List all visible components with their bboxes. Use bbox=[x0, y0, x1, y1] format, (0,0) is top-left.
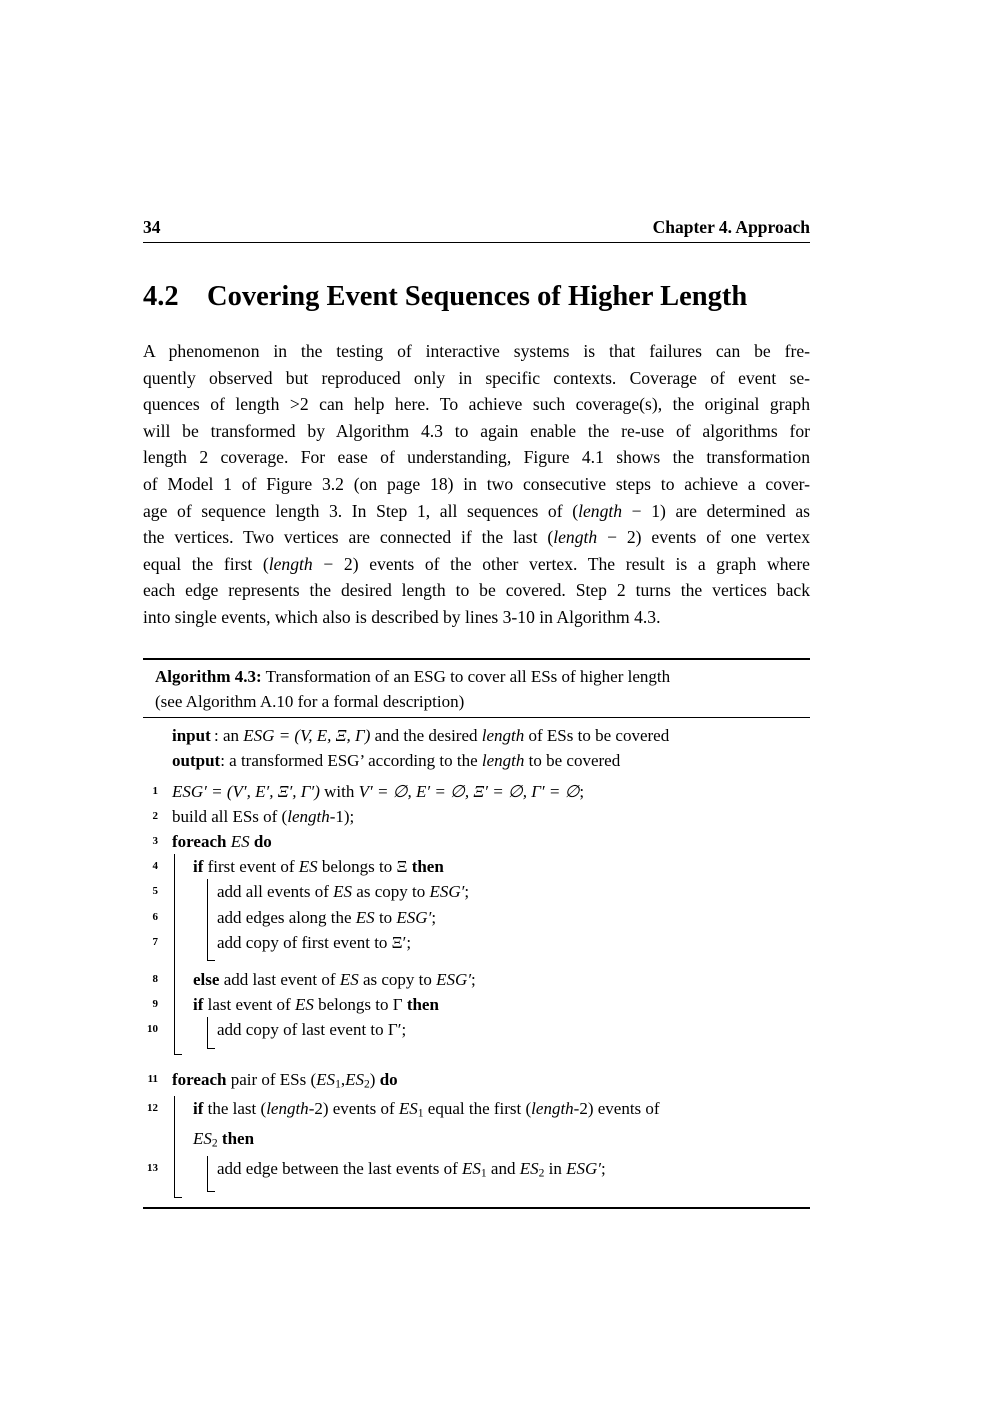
line-number: 4 bbox=[152, 860, 158, 873]
algo-line-text: if first event of ES belongs to Ξ then bbox=[193, 857, 444, 877]
algo-line-text: foreach ES do bbox=[172, 831, 272, 851]
line-number: 1 bbox=[152, 784, 158, 797]
line-number: 5 bbox=[152, 885, 158, 898]
section-heading bbox=[143, 280, 810, 313]
line-number: 13 bbox=[147, 1161, 158, 1174]
algo-line-12-continued bbox=[193, 1126, 810, 1156]
body-paragraph bbox=[143, 338, 810, 631]
algo-line-text: if the last (length-2) events of ES1 equal the first (length-2) events of bbox=[193, 1099, 660, 1120]
io-text-input: : an ESG = (V, E, Ξ, Γ) and the desired length of ESs to be covered bbox=[214, 725, 670, 745]
algo-line-4 bbox=[152, 854, 810, 879]
line-number: 10 bbox=[147, 1023, 158, 1036]
algo-block-foreach-1 bbox=[147, 854, 810, 1054]
algo-line-7 bbox=[152, 930, 810, 955]
io-text-output: : a transformed ESG’ according to the length to be covered bbox=[220, 750, 621, 770]
line-number: 12 bbox=[147, 1102, 158, 1115]
line-number: 9 bbox=[152, 998, 158, 1011]
page bbox=[143, 217, 810, 1209]
line-number: 6 bbox=[152, 910, 158, 923]
algo-line-text: ES2 then bbox=[193, 1129, 255, 1150]
algo-line-text: foreach pair of ESs (ES1,ES2) do bbox=[172, 1069, 398, 1091]
algo-line-6 bbox=[152, 905, 810, 930]
algorithm-body bbox=[143, 779, 810, 1198]
section-title: Covering Event Sequences of Higher Length bbox=[207, 281, 748, 312]
chapter-header: Chapter 4. Approach bbox=[652, 217, 810, 237]
algo-line-text: add edges along the ES to ESG′; bbox=[217, 907, 437, 927]
algo-line-2 bbox=[152, 804, 810, 829]
paragraph-line: equal the first (length − 2) events of the other vertex. The result is a graph where bbox=[143, 553, 810, 574]
algo-line-9 bbox=[152, 992, 810, 1017]
paragraph-line: length 2 coverage. For ease of understanding, Figure 4.1 shows the transformation bbox=[143, 447, 810, 468]
algo-block-if-3 bbox=[147, 1156, 810, 1192]
algo-line-3 bbox=[152, 829, 810, 854]
algo-line-12 bbox=[147, 1096, 810, 1126]
paragraph-line: quences of length >2 can help here. To achieve such coverage(s), the original graph bbox=[143, 394, 810, 415]
paragraph-line: age of sequence length 3. In Step 1, all sequences of (length − 1) are determined as bbox=[143, 500, 811, 521]
algo-line-1 bbox=[152, 779, 810, 804]
paragraph-line: will be transformed by Algorithm 4.3 to again enable the re-use of algorithms for bbox=[143, 420, 810, 441]
algo-line-text: else add last event of ES as copy to ESG′; bbox=[193, 969, 476, 989]
io-label-output: output bbox=[172, 750, 221, 770]
algo-line-text: ESG′ = (V′, E′, Ξ′, Γ′) with V′ = ∅, E′ = ∅, Ξ′ = ∅, Γ′ = ∅; bbox=[172, 781, 585, 801]
io-row-input bbox=[172, 723, 810, 748]
paragraph-line: each edge represents the desired length to be covered. Step 2 turns the vertices back bbox=[143, 580, 810, 601]
page-number: 34 bbox=[143, 217, 161, 237]
algo-line-text: add all events of ES as copy to ESG′; bbox=[217, 882, 470, 902]
paragraph-line: into single events, which also is described by lines 3-10 in Algorithm 4.3. bbox=[143, 606, 661, 627]
io-label-input: input bbox=[172, 725, 211, 745]
algo-line-8 bbox=[152, 967, 810, 992]
algo-block-if-1 bbox=[152, 879, 810, 961]
paragraph-line: the vertices. Two vertices are connected if the last (length − 2) events of one vertex bbox=[143, 527, 810, 548]
caption-line: Algorithm 4.3: Transformation of an ESG to cover all ESs of higher length bbox=[155, 666, 671, 686]
line-number: 3 bbox=[152, 834, 158, 847]
algo-line-10 bbox=[147, 1017, 810, 1042]
caption-line: (see Algorithm A.10 for a formal description) bbox=[155, 691, 465, 711]
running-header bbox=[143, 217, 810, 243]
line-number: 8 bbox=[152, 972, 158, 985]
io-row-output bbox=[172, 748, 810, 773]
paragraph-line: A phenomenon in the testing of interactive systems is that failures can be fre- bbox=[143, 341, 810, 361]
algo-block-foreach-2 bbox=[147, 1096, 810, 1197]
paragraph-line: quently observed but reproduced only in specific contexts. Coverage of event se- bbox=[143, 367, 810, 388]
algo-line-11 bbox=[147, 1067, 810, 1097]
algo-line-text: add copy of last event to Γ′; bbox=[217, 1020, 407, 1040]
line-number: 2 bbox=[152, 809, 158, 822]
line-number: 7 bbox=[152, 935, 158, 948]
paragraph-line: of Model 1 of Figure 3.2 (on page 18) in two consecutive steps to achieve a cover- bbox=[143, 473, 810, 494]
algorithm-caption bbox=[143, 660, 810, 718]
algorithm-figure bbox=[143, 658, 810, 1209]
algorithm-io bbox=[143, 718, 810, 773]
line-number: 11 bbox=[147, 1072, 158, 1085]
algo-line-5 bbox=[152, 879, 810, 904]
algo-line-13 bbox=[147, 1156, 810, 1186]
algo-line-text: add copy of first event to Ξ′; bbox=[217, 932, 412, 952]
algo-block-if-2 bbox=[147, 1017, 810, 1048]
section-number: 4.2 bbox=[143, 281, 179, 312]
algo-line-text: add edge between the last events of ES1 and ES2 in ESG′; bbox=[217, 1158, 606, 1180]
algo-line-text: build all ESs of (length-1); bbox=[172, 806, 355, 826]
algo-line-text: if last event of ES belongs to Γ then bbox=[193, 995, 439, 1015]
